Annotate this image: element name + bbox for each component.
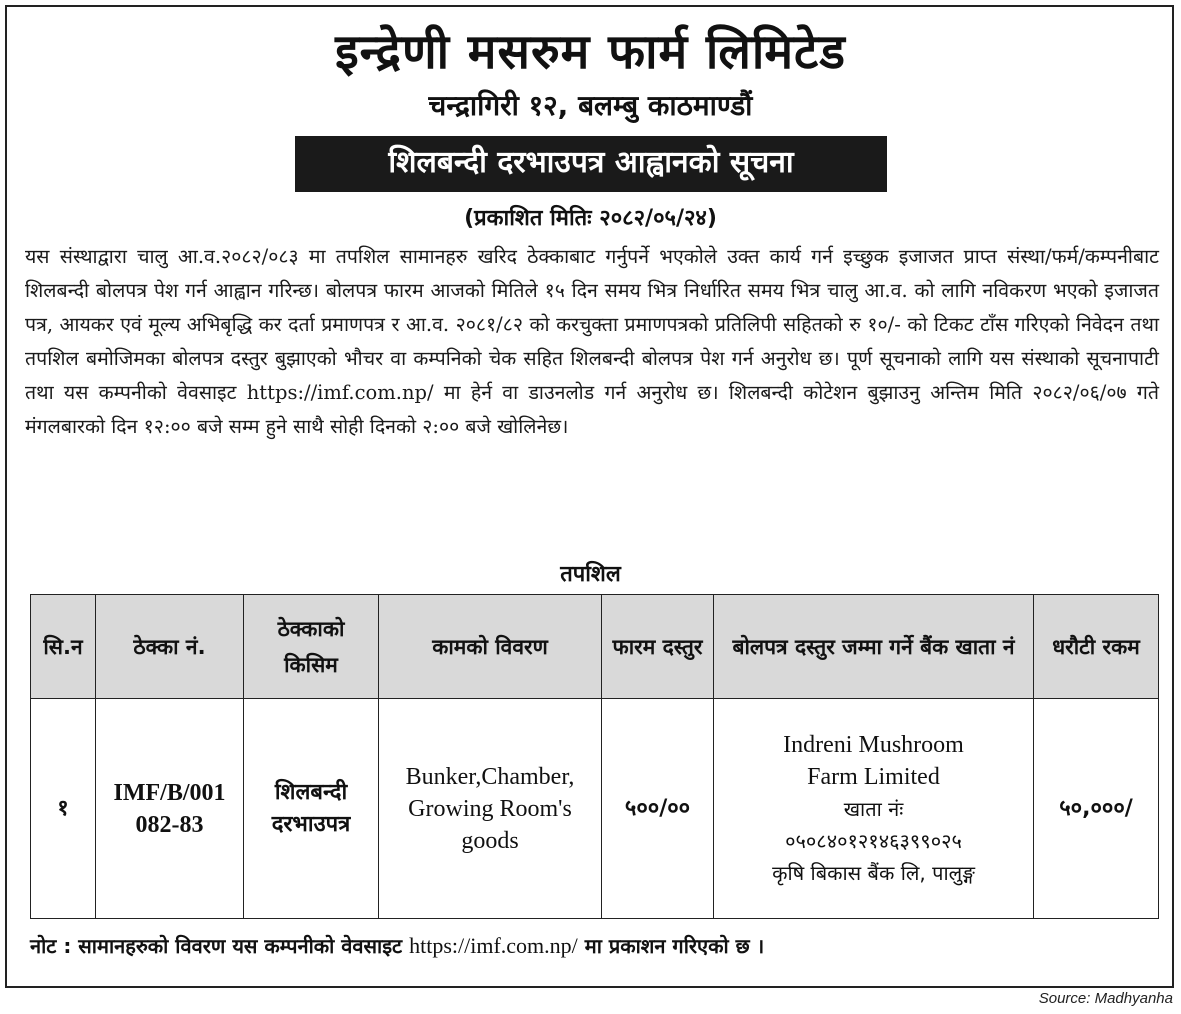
company-address: चन्द्रागिरी १२, बलम्बु काठमाण्डौं [428, 89, 753, 122]
cell-deposit: ५०,०००/ [1034, 699, 1159, 919]
contract-type-line1: शिलबन्दी [274, 779, 348, 805]
footer-note [30, 928, 1158, 964]
col-header-form-fee: फारम दस्तुर [602, 595, 714, 699]
notice-body: यस संस्थाद्वारा चालु आ.व.२०८२/०८३ मा तपशिल सामानहरु खरिद ठेक्काबाट गर्नुपर्ने भएकोले उक्त कार्य गर्न इच्छुक इजाजत प्राप्त संस्था/फर्म/कम्पनीबाट शिलबन्दी बोलपत्र पेश गर्न आह्वान गरिन्छ। बोलपत्र फारम आजको मितिले १५ दिन समय भित्र निर्धारित समय भित्र चालु आ.व. को लागि नविकरण भएको इजाजत पत्र, आयकर एवं मूल्य अभिबृद्धि कर दर्ता प्रमाणपत्र र आ.व. २०८१/८२ को करचुक्ता प्रमाणपत्रको प्रतिलिपी सहितको रु १०/- को टिकट टाँस गरिएको निवेदन तथा तपशिल बमोजिमका बोलपत्र दस्तुर बुझाएको भौचर वा कम्पनिको चेक सहित शिलबन्दी बोलपत्र पेश गर्न अनुरोध छ। पूर्ण सूचनाको लागि यस संस्थाको सूचनापाटी तथा यस कम्पनीको वेवसाइट https://imf.com.np/ मा हेर्न वा डाउनलोड गर्न अनुरोध छ। शिलबन्दी कोटेशन बुझाउनु अन्तिम मिति २०८२/०६/०७ गते मंगलबारको दिन १२:०० बजे सम्म हुने साथै सोही दिनको २:०० बजे खोलिनेछ। [25, 245, 1159, 438]
table-header-row [31, 595, 1159, 699]
contract-no-line1: IMF/B/001 [113, 779, 226, 806]
cell-bank-account [714, 699, 1034, 919]
description-line1: Bunker,Chamber, [405, 763, 575, 790]
cell-sn: १ [31, 699, 96, 919]
description-line3: goods [461, 827, 519, 854]
col-header-contract-type: ठेक्काको किसिम [244, 595, 379, 699]
table-row [31, 699, 1159, 919]
cell-contract-no [96, 699, 244, 919]
account-label: खाता नंः [843, 796, 904, 821]
bank-name-line1: Indreni Mushroom [783, 731, 964, 758]
schedule-heading: तपशिल [560, 562, 621, 587]
bank-branch: कृषि बिकास बैंक लि, पालुङ्ग [772, 860, 975, 885]
cell-description [379, 699, 602, 919]
col-header-bank-account: बोलपत्र दस्तुर जम्मा गर्ने बैंक खाता नं [714, 595, 1034, 699]
note-prefix: नोट : सामानहरुको विवरण यस कम्पनीको वेवसाइट [30, 934, 403, 958]
bank-name-line2: Farm Limited [807, 763, 940, 790]
note-website-link[interactable]: https://imf.com.np/ [409, 933, 578, 958]
cell-contract-type [244, 699, 379, 919]
col-header-sn: सि.न [31, 595, 96, 699]
source-credit: Source: Madhyanha [1038, 990, 1173, 1007]
published-date: (प्रकाशित मितिः २०८२/०५/२४) [464, 206, 717, 231]
company-name: इन्द्रेणी मसरुम फार्म लिमिटेड [335, 24, 846, 80]
tender-table [30, 594, 1159, 919]
account-number: ०५०८४०१२१४६३९९०२५ [785, 828, 962, 853]
contract-no-line2: 082-83 [135, 811, 204, 838]
col-header-description: कामको विवरण [379, 595, 602, 699]
contract-type-line2: दरभाउपत्र [271, 811, 351, 837]
col-header-contract-no: ठेक्का नं. [96, 595, 244, 699]
note-suffix: मा प्रकाशन गरिएको छ । [584, 934, 765, 958]
description-line2: Growing Room's [408, 795, 572, 822]
col-header-deposit: धरौटी रकम [1034, 595, 1159, 699]
cell-form-fee: ५००/०० [602, 699, 714, 919]
notice-title-banner: शिलबन्दी दरभाउपत्र आह्वानको सूचना [295, 136, 887, 192]
